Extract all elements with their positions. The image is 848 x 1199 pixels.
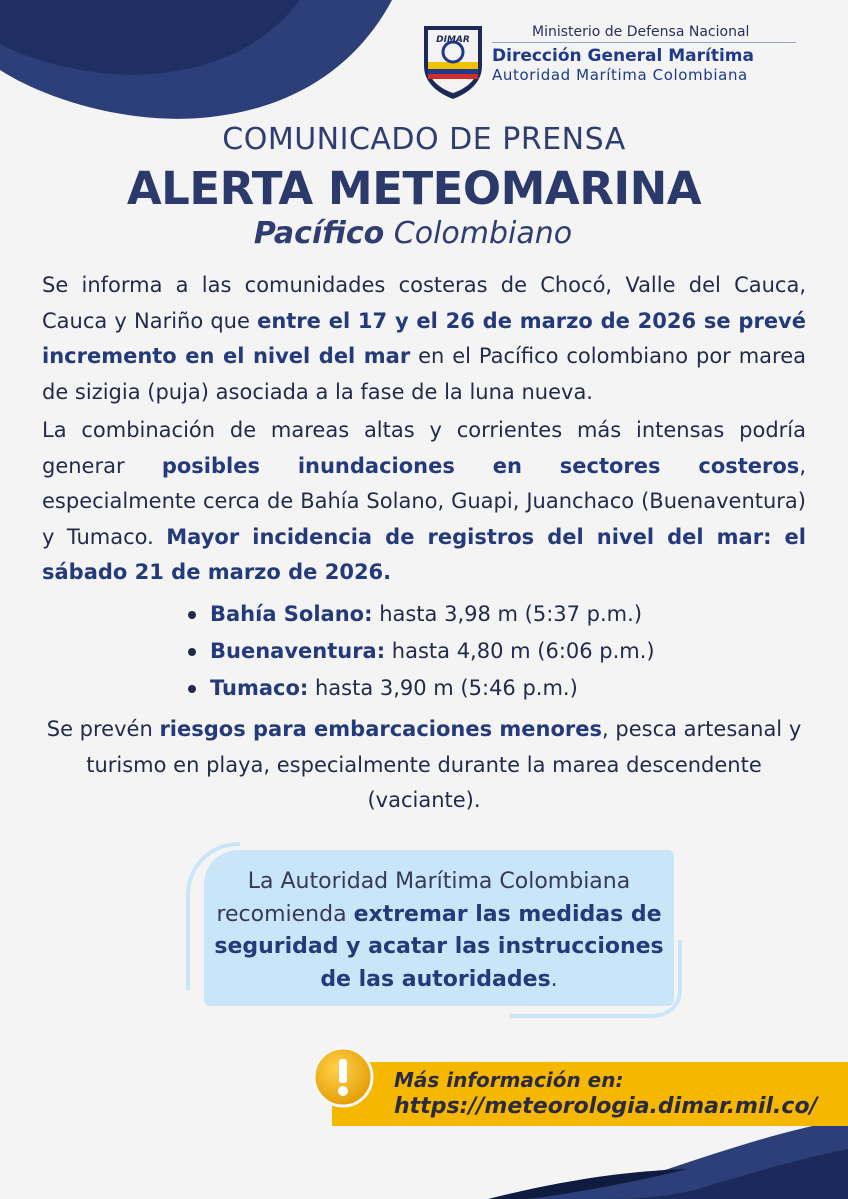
region-subtitle [0, 216, 826, 251]
notice-paragraph-2-highlight: posibles inundaciones en sectores costeros [161, 453, 800, 478]
callout-highlight: extremar las medidas de seguridad y acatar las instrucciones de las autoridades [214, 901, 664, 992]
notice-paragraph-1-highlight: entre el 17 y el 26 de marzo de 2026 se prevé incremento en el nivel del mar [42, 308, 806, 368]
recommendation-callout [180, 840, 700, 1020]
notice-paragraph-1 [42, 268, 806, 410]
alert-title: ALERTA METEOMARINA [126, 162, 702, 215]
corner-decoration-bottom-right [428, 1119, 848, 1199]
callout-text-end: . [550, 966, 558, 992]
forecast-detail: hasta 3,98 m (5:37 p.m.) [372, 602, 643, 626]
more-info-label: Más información en: [394, 1068, 624, 1092]
region-subtitle-bold: Pacífico [253, 216, 385, 251]
forecast-detail: hasta 3,90 m (5:46 p.m.) [308, 676, 578, 700]
region-subtitle-rest: Colombiano [384, 216, 573, 251]
notice-paragraph-2-text-mid: , especialmente cerca de Bahía Solano, Guapi, Juanchaco (Buenaventura) y Tumaco. [42, 453, 806, 549]
ministry-name: Ministerio de Defensa Nacional [532, 24, 750, 40]
risk-paragraph-text-end: , pesca artesanal y turismo en playa, especialmente durante la marea descendente (vaciante). [86, 717, 802, 812]
forecast-detail: hasta 4,80 m (6:06 p.m.) [385, 639, 655, 663]
list-item [186, 670, 746, 707]
notice-paragraph-1-text: Se informa a las comunidades costeras de Chocó, Valle del Cauca, Cauca y Nariño que [42, 273, 806, 333]
risk-paragraph [40, 712, 808, 819]
forecast-place: Tumaco: [210, 676, 309, 700]
organization-name [492, 24, 818, 84]
press-release-heading: COMUNICADO DE PRENSA [222, 122, 626, 157]
list-item [186, 596, 746, 633]
notice-paragraph-2-text: La combinación de mareas altas y corrientes más intensas podría generar [42, 418, 806, 478]
notice-paragraph-2 [42, 413, 806, 591]
corner-decoration-top-left [0, 0, 392, 120]
risk-paragraph-text: Se prevén [46, 717, 160, 741]
dimar-logo-block [420, 22, 820, 106]
callout-text-start: La Autoridad Marítima Colombiana recomienda [216, 869, 631, 927]
dimar-shield-logo [420, 22, 486, 100]
exclamation-icon [312, 1046, 374, 1108]
forecast-place: Bahía Solano: [210, 602, 373, 626]
more-info-link[interactable]: https://meteorologia.dimar.mil.co/ [394, 1094, 818, 1119]
notice-paragraph-1-text-end: en el Pacífico colombiano por marea de sizigia (puja) asociada a la fase de la luna nueva. [42, 344, 806, 404]
callout-text [204, 866, 674, 996]
header-divider [492, 42, 796, 43]
tide-forecast-list [186, 596, 746, 707]
risk-paragraph-highlight: riesgos para embarcaciones menores [159, 717, 603, 741]
directorate-name: Dirección General Marítima [492, 46, 754, 66]
list-item [186, 633, 746, 670]
logo-wordmark: DIMAR [436, 35, 470, 45]
forecast-place: Buenaventura: [210, 639, 386, 663]
notice-paragraph-2-highlight-end: Mayor incidencia de registros del nivel del mar: el sábado 21 de marzo de 2026. [42, 524, 806, 584]
maritime-authority-name: Autoridad Marítima Colombiana [492, 66, 748, 84]
